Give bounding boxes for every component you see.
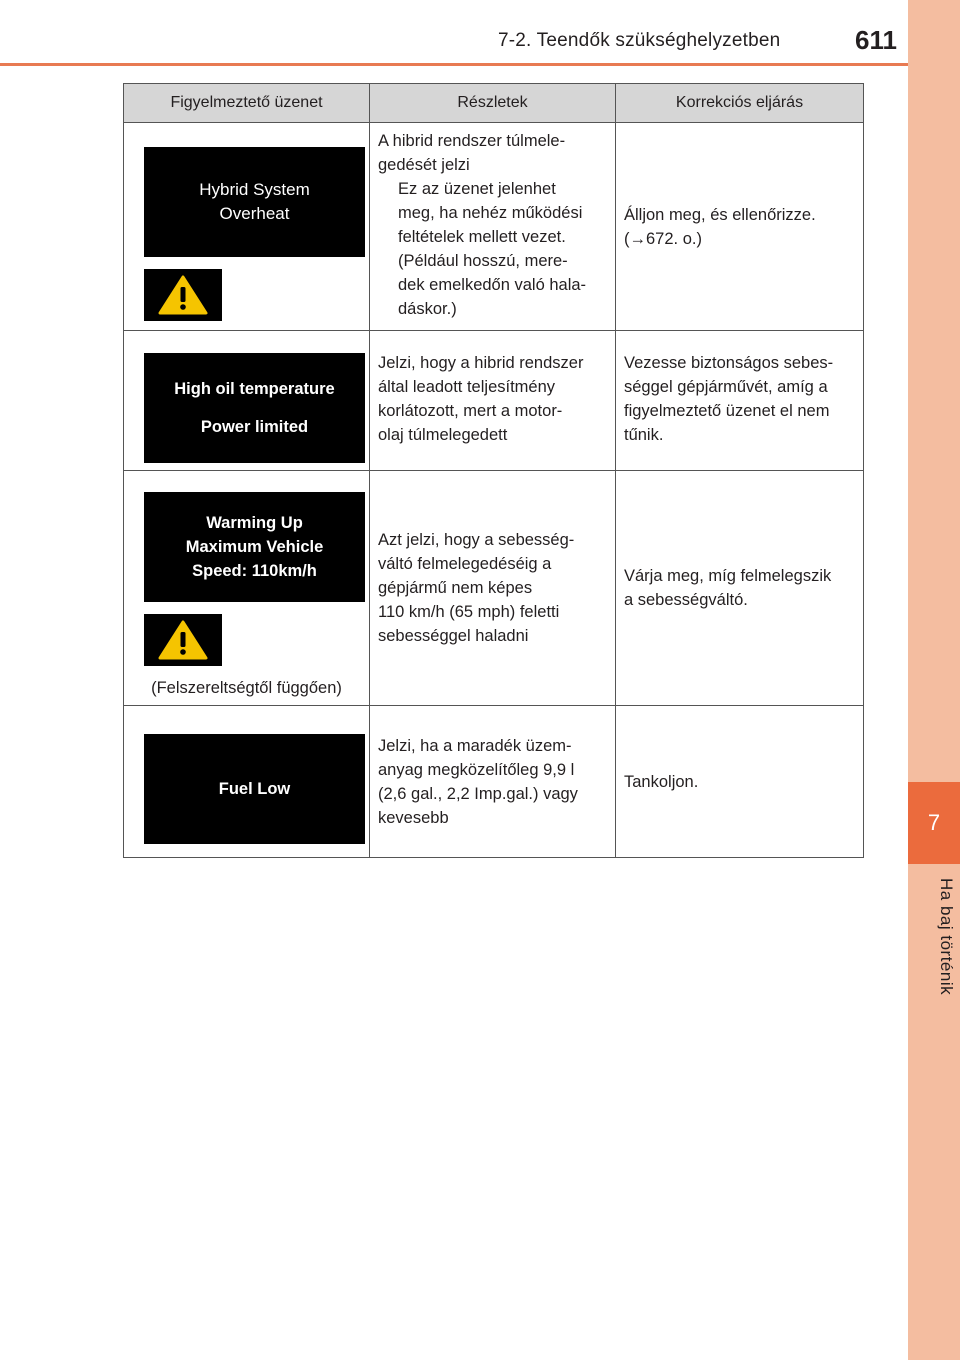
screen-line: Fuel Low — [218, 780, 291, 798]
action-line: Vezesse biztonságos sebes- — [624, 354, 834, 372]
column-header: Figyelmeztető üzenet — [124, 84, 370, 123]
details-line: Jelzi, hogy a hibrid rendszer — [378, 354, 584, 372]
screen-line: Maximum Vehicle — [185, 537, 324, 556]
details-line: feltételek mellett vezet. — [398, 228, 566, 246]
warning-triangle-icon — [157, 274, 209, 316]
display-screen — [144, 353, 365, 463]
display-screen — [144, 147, 365, 257]
details-line: gedését jelzi — [378, 156, 470, 174]
table-row — [124, 123, 864, 331]
details-cell — [370, 331, 616, 471]
screen-line: Hybrid System — [199, 180, 310, 199]
action-cell — [616, 471, 864, 706]
column-header: Korrekciós eljárás — [616, 84, 864, 123]
details-line: meg, ha nehéz működési — [398, 204, 583, 222]
details-line: (2,6 gal., 2,2 Imp.gal.) vagy — [378, 784, 578, 803]
screen-line: Overheat — [219, 204, 290, 223]
warning-message-cell — [124, 471, 370, 706]
display-screen — [144, 734, 365, 844]
page-number: 611 — [855, 25, 897, 55]
details-line: Ez az üzenet jelenhet — [398, 180, 556, 198]
details-line: (Például hosszú, mere- — [398, 252, 568, 270]
warning-message-cell — [124, 123, 370, 331]
warning-icon-box — [144, 269, 222, 321]
details-line: váltó felmelegedéséig a — [378, 555, 552, 573]
details-line: dáskor.) — [398, 300, 457, 318]
action-line: tűnik. — [624, 426, 664, 444]
screen-line: Power limited — [200, 418, 309, 436]
table-row — [124, 331, 864, 471]
action-line: séggel gépjárművét, amíg a — [624, 378, 828, 396]
details-cell — [370, 471, 616, 706]
details-line: gépjármű nem képes — [378, 579, 533, 597]
warning-triangle-icon — [157, 619, 209, 661]
action-line: Várja meg, míg felmelegszik — [624, 567, 832, 585]
details-line: sebességgel haladni — [378, 627, 529, 645]
warning-icon-box — [144, 614, 222, 666]
details-cell — [370, 706, 616, 858]
details-line: olaj túlmelegedett — [378, 426, 508, 444]
details-line: által leadott teljesítmény — [378, 378, 556, 396]
warning-message-cell — [124, 331, 370, 471]
screen-line: High oil temperature — [174, 380, 335, 398]
warning-message-cell — [124, 706, 370, 858]
action-cell — [616, 706, 864, 858]
details-note — [378, 177, 607, 321]
details-line: A hibrid rendszer túlmele- — [378, 132, 566, 150]
action-line: figyelmeztető üzenet el nem — [624, 402, 830, 420]
details-line: Jelzi, ha a maradék üzem- — [378, 736, 572, 755]
action-cell — [616, 331, 864, 471]
header-rule — [0, 63, 908, 66]
chapter-title: Ha baj történik — [937, 878, 956, 996]
details-line: kevesebb — [378, 808, 449, 827]
screen-line: Speed: 110km/h — [192, 561, 317, 580]
table-row — [124, 706, 864, 858]
details-line: dek emelkedőn való hala- — [398, 276, 587, 294]
equipment-footnote: (Felszereltségtől függően) — [151, 678, 342, 697]
table-row — [124, 471, 864, 706]
details-line: Azt jelzi, hogy a sebesség- — [378, 531, 575, 549]
column-header: Részletek — [370, 84, 616, 123]
display-screen — [144, 492, 365, 602]
details-line: 110 km/h (65 mph) feletti — [378, 603, 560, 621]
screen-line: Warming Up — [206, 513, 303, 532]
details-line: anyag megközelítőleg 9,9 l — [378, 760, 575, 779]
action-cell — [616, 123, 864, 331]
page-reference-link[interactable]: (→672. o.) — [624, 229, 702, 248]
details-line: korlátozott, mert a motor- — [378, 402, 563, 420]
table-header-row — [124, 84, 864, 123]
action-line: Tankoljon. — [624, 772, 699, 791]
action-line: Álljon meg, és ellenőrizze. — [624, 205, 816, 224]
warning-message-table — [123, 83, 864, 858]
page-header-title: 7-2. Teendők szükséghelyzetben — [498, 30, 781, 51]
chapter-number: 7 — [908, 782, 960, 864]
action-line: a sebességváltó. — [624, 591, 748, 609]
details-cell — [370, 123, 616, 331]
side-band — [908, 0, 960, 1360]
